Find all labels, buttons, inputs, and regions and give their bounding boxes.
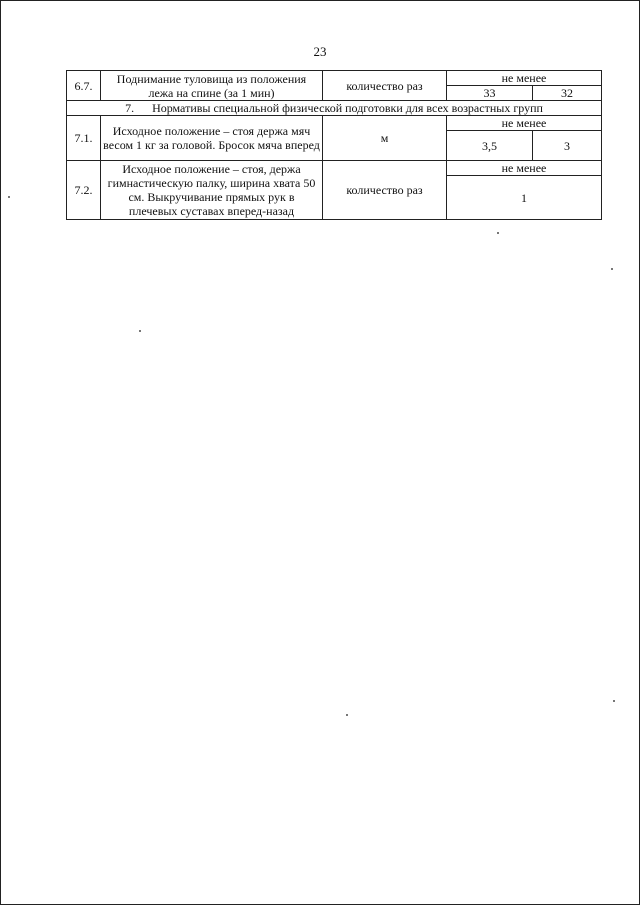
value-cell: 3,5 [447,131,533,161]
table-row [67,71,602,86]
row-number: 7.2. [67,161,101,220]
value-cell: 32 [533,86,602,101]
qualifier-cell: не менее [447,71,602,86]
qualifier-cell: не менее [447,116,602,131]
scan-speck [613,700,615,702]
section-title: 7. Нормативы специальной физической подготовки для всех возрастных групп [67,101,602,116]
row-number: 7.1. [67,116,101,161]
qualifier-cell: не менее [447,161,602,176]
row-number: 6.7. [67,71,101,101]
section-row [67,101,602,116]
page-number: 23 [313,44,327,59]
exercise-name: Поднимание туловища из положения лежа на спине (за 1 мин) [101,71,323,101]
value-cell: 3 [533,131,602,161]
exercise-name: Исходное положение – стоя держа мяч весом 1 кг за головой. Бросок мяча вперед [101,116,323,161]
unit-cell: количество раз [323,161,447,220]
scan-speck [139,330,141,332]
exercise-name: Исходное положение – стоя, держа гимнастическую палку, ширина хвата 50 см. Выкручивание прямых рук в плечевых суставах вперед-назад [101,161,323,220]
unit-cell: количество раз [323,71,447,101]
value-cell: 1 [447,176,602,220]
scan-speck [497,232,499,234]
table-row [67,116,602,131]
scan-speck [8,196,10,198]
norms-table [66,70,602,220]
scan-speck [611,268,613,270]
unit-cell: м [323,116,447,161]
scan-speck [346,714,348,716]
table-row [67,161,602,176]
value-cell: 33 [447,86,533,101]
